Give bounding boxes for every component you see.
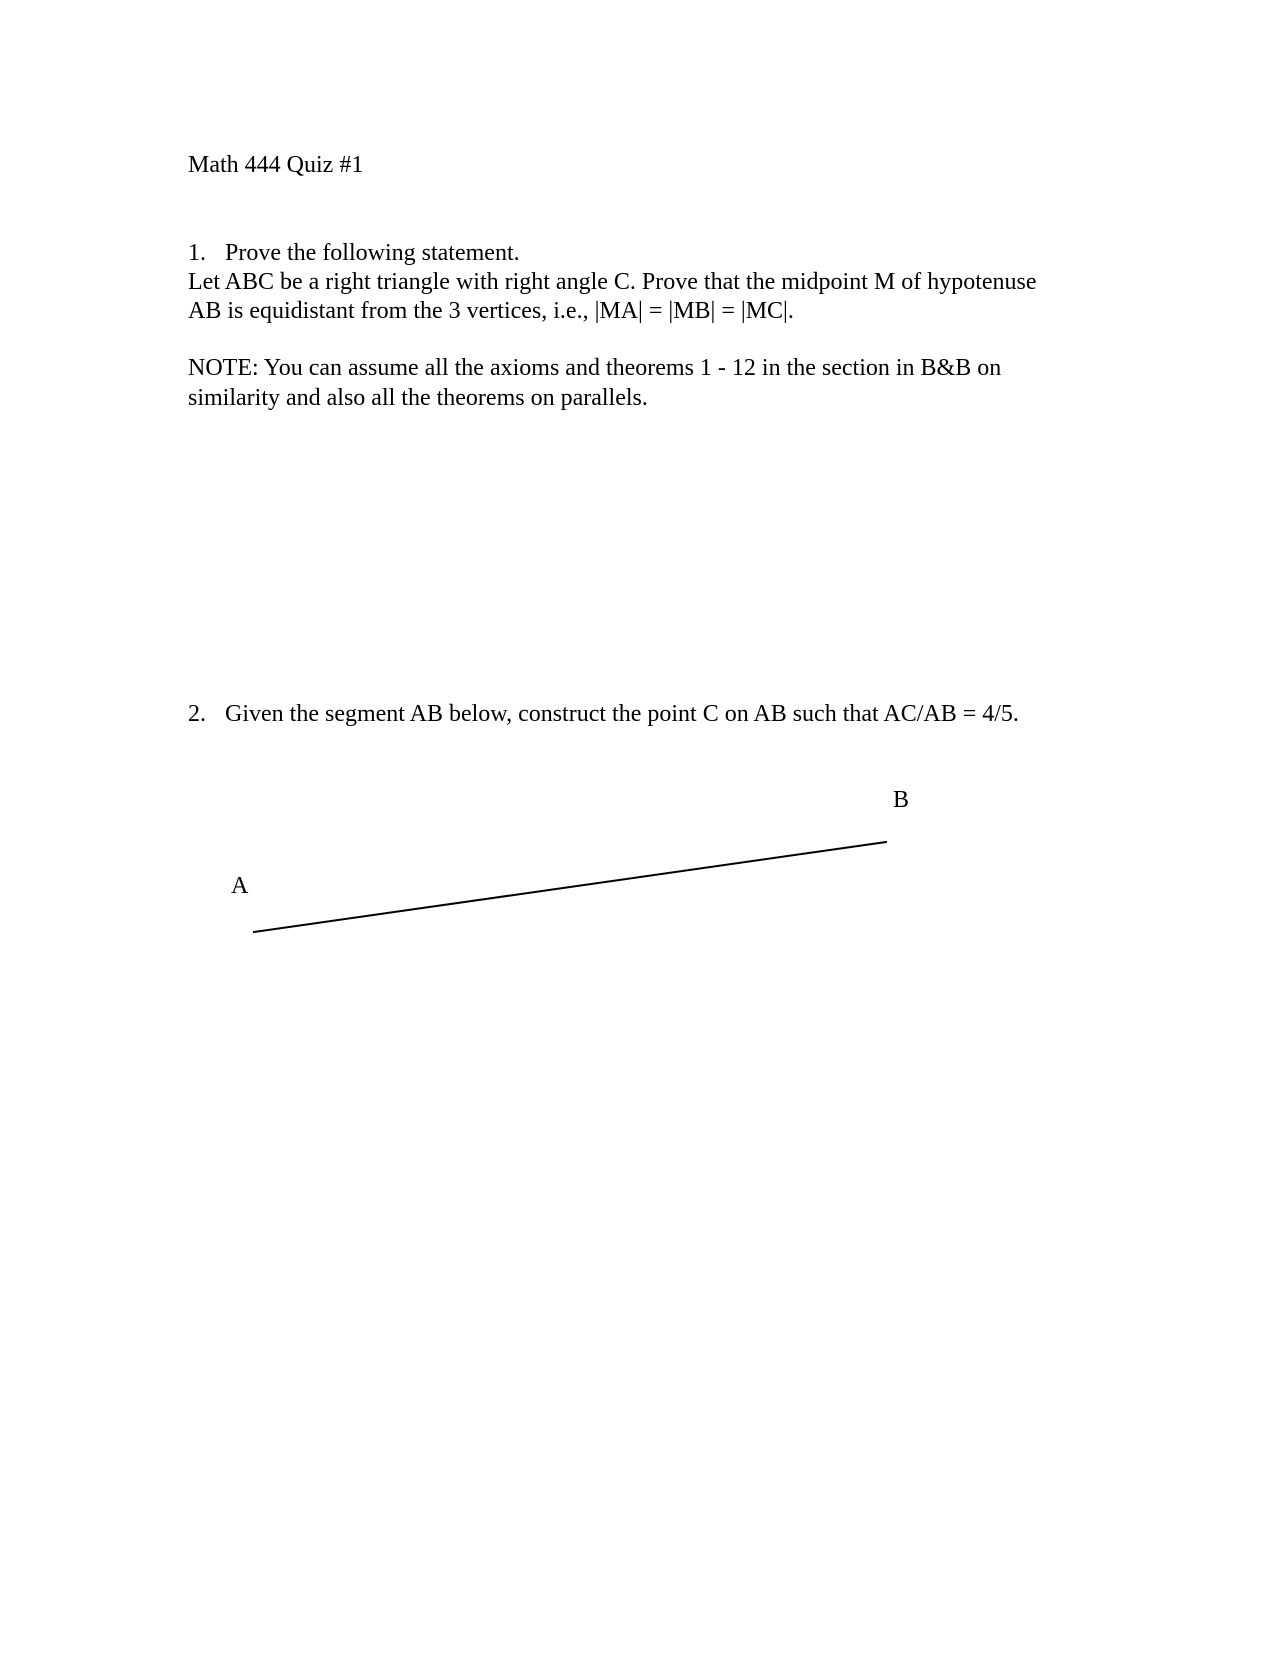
segment-ab (254, 842, 886, 932)
page-title: Math 444 Quiz #1 (188, 152, 364, 178)
question-2-prompt: Given the segment AB below, construct the point C on AB such that AC/AB = 4/5. (225, 701, 1019, 727)
question-1-note-line-2: similarity and also all the theorems on parallels. (188, 385, 648, 411)
point-b-label: B (893, 787, 910, 813)
question-2-number: 2. (188, 701, 206, 727)
question-1-number: 1. (188, 240, 206, 266)
question-1-prompt: Prove the following statement. (225, 240, 520, 266)
question-1-statement-line-2: AB is equidistant from the 3 vertices, i.e., |MA| = |MB| = |MC|. (188, 298, 794, 324)
question-1-note-line-1: NOTE: You can assume all the axioms and theorems 1 - 12 in the section in B&B on (188, 355, 1002, 381)
point-a-label: A (231, 873, 249, 899)
question-1-statement-line-1: Let ABC be a right triangle with right angle C. Prove that the midpoint M of hypotenuse (188, 269, 1037, 295)
